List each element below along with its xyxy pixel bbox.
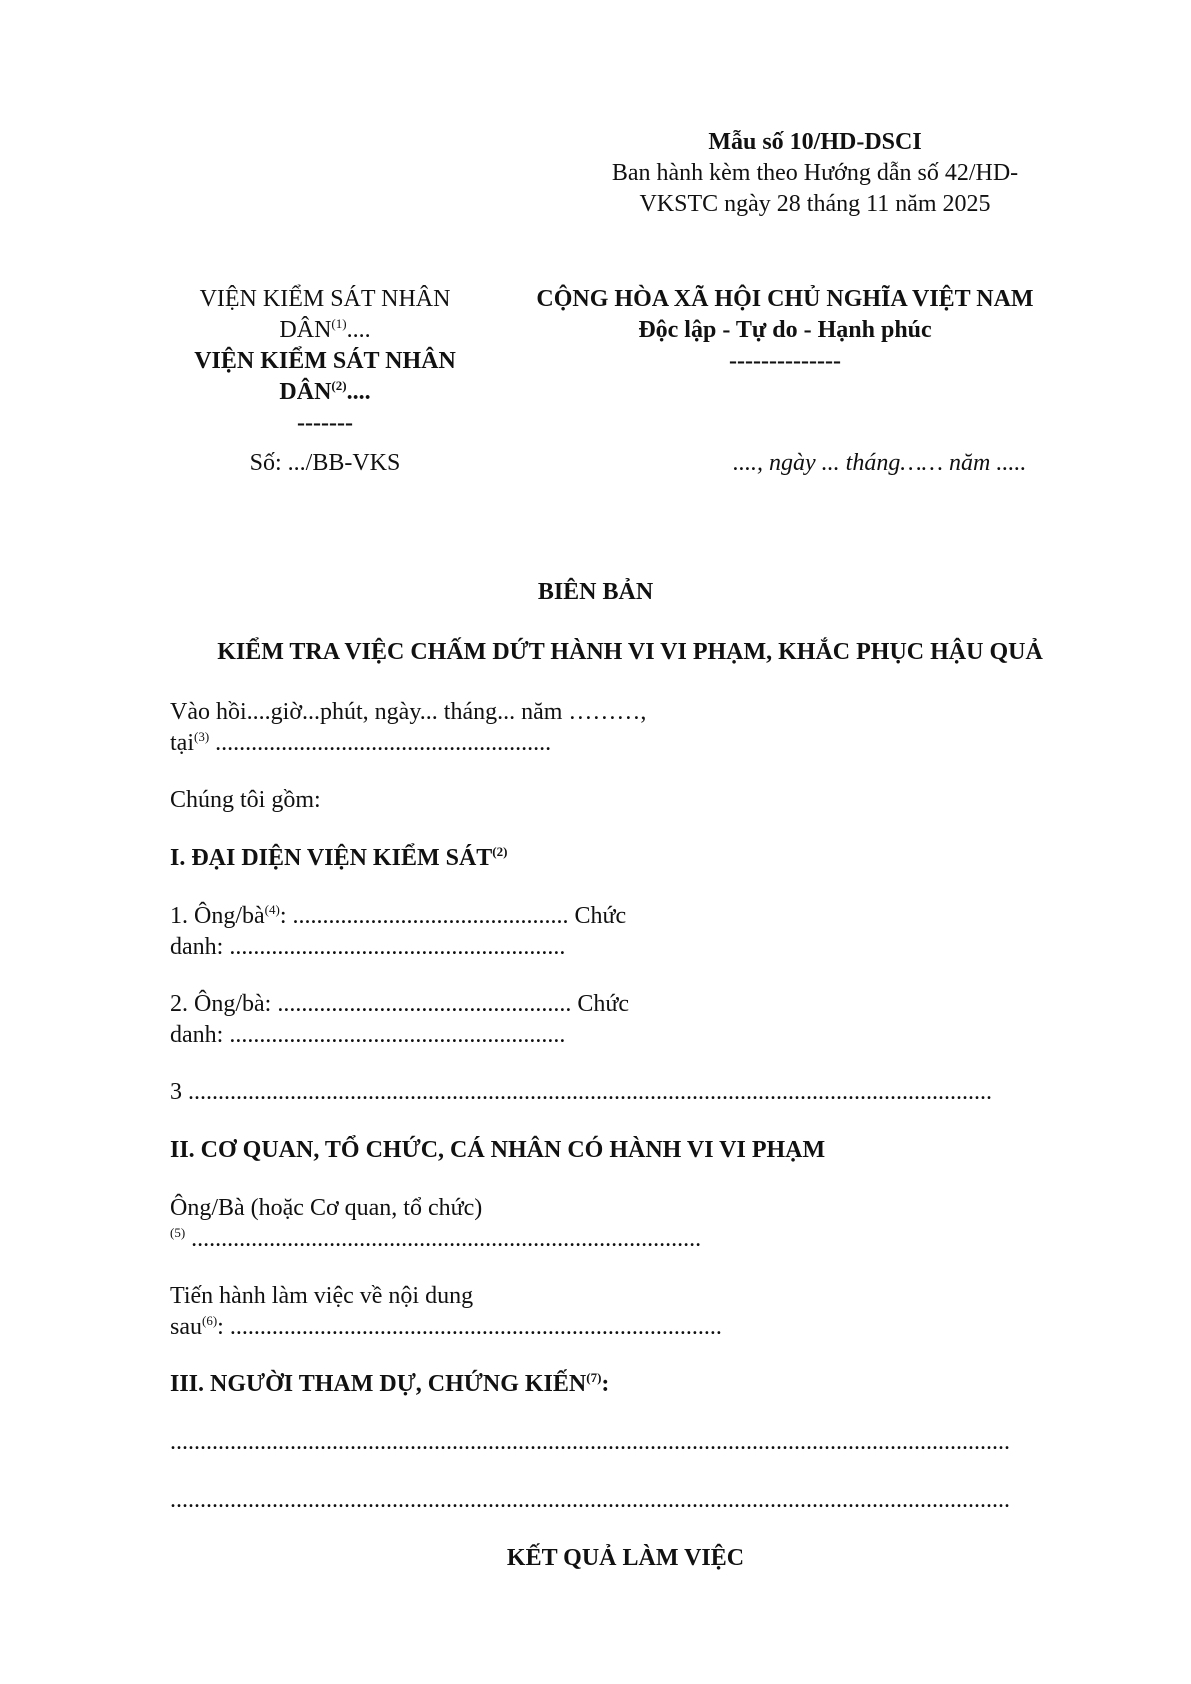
place-date: ...., ngày ... tháng…… năm ..... (733, 450, 1027, 476)
document-title: BIÊN BẢN (537, 579, 654, 605)
section1-person2-line2: danh: ........................................................ (170, 1022, 566, 1048)
section2-heading: II. CƠ QUAN, TỔ CHỨC, CÁ NHÂN CÓ HÀNH VI VI PHẠM (170, 1137, 826, 1163)
document-number: Số: .../BB-VKS (249, 450, 401, 476)
section2-content-line2: sau$^{(6)}$: .................................................................................. (170, 1313, 722, 1340)
form-reference (590, 127, 1040, 220)
section2-subject-line2: $^{(5)}$ ..................................................................................... (170, 1225, 702, 1252)
agency-issuing-line-2: DÂN$^{(2)}$.... (279, 378, 371, 405)
result-heading: KẾT QUẢ LÀM VIỆC (506, 1545, 745, 1571)
form-code: Mẫu số 10/HD-DSCI (708, 129, 922, 155)
form-issued-line-1: Ban hành kèm theo Hướng dẫn số 42/HD- (611, 160, 1019, 186)
form-issued-line-2: VKSTC ngày 28 tháng 11 năm 2025 (639, 191, 991, 217)
national-separator: -------------- (729, 348, 841, 374)
section3-witness-line2: ............................................................................................................................................ (170, 1487, 1010, 1513)
section1-person2-line1: 2. Ông/bà: ................................................. Chức (170, 991, 629, 1017)
intro-time: Vào hồi....giờ...phút, ngày... tháng... năm ………, (170, 699, 647, 725)
agency-superior-line-2: DÂN$^{(1)}$.... (279, 316, 371, 343)
national-motto: Độc lập - Tự do - Hạnh phúc (638, 317, 932, 343)
section2-subject-line1: Ông/Bà (hoặc Cơ quan, tổ chức) (170, 1195, 483, 1221)
agency-separator: ------- (297, 410, 353, 436)
section1-person3: 3 ...................................................................................................................................... (170, 1079, 992, 1105)
national-title: CỘNG HÒA XÃ HỘI CHỦ NGHĨA VIỆT NAM (536, 286, 1034, 312)
document-subtitle: KIỂM TRA VIỆC CHẤM DỨT HÀNH VI VI PHẠM, KHẮC PHỤC HẬU QUẢ (217, 639, 1043, 665)
intro-members: Chúng tôi gồm: (170, 787, 321, 813)
agency-superior-line-1: VIỆN KIỂM SÁT NHÂN (199, 286, 451, 312)
section1-person1-line2: danh: ........................................................ (170, 934, 566, 960)
agency-issuing-line-1: VIỆN KIỂM SÁT NHÂN (194, 348, 456, 374)
section3-witness-line1: ............................................................................................................................................ (170, 1429, 1010, 1455)
intro-place: tại$^{(3)}$ ........................................................ (170, 729, 552, 756)
section1-person1-line1: 1. Ông/$bà^{(4)}$: .............................................. Chức (170, 902, 627, 929)
section2-content-line1: Tiến hành làm việc về nội dung (170, 1283, 474, 1309)
national-header (505, 284, 1065, 377)
section3-heading: III. NGƯỜI THAM DỰ, CHỨNG KIẾN$^{(7)}$: (170, 1370, 610, 1397)
agency-header (170, 284, 480, 439)
section1-heading: I. ĐẠI DIỆN VIỆN KIỂM SÁT$^{(2)}$ (170, 844, 508, 871)
